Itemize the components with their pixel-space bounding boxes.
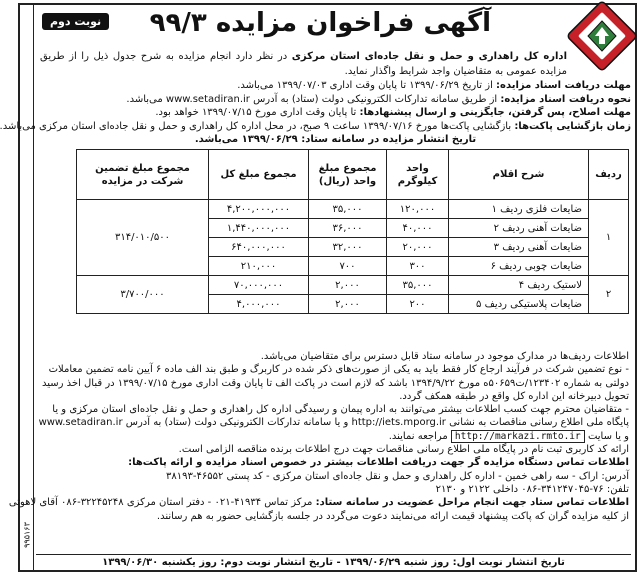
note-line: تحویل دبیرخانه این اداره کل واقع در طبقه همکف گردد. [399, 390, 629, 402]
contact-title: اطلاعات تماس دستگاه مزایده گر جهت دریافت اطلاعات بیشتر در خصوص اسناد مزایده و ارائه پاکت‌ها: [128, 457, 629, 469]
deadline-line: مهلت دریافت اسناد مزایده: از تاریخ ۱۳۹۹/۰۶/۲۹ تا پایان وقت اداری ۱۳۹۹/۰۷/۰۳ می‌باشد. [237, 80, 631, 91]
intro-paragraph [40, 49, 567, 79]
notice-page [0, 3, 637, 572]
header-total: مجموع مبلغ کل [209, 150, 309, 200]
header-row-no: ردیف [589, 150, 629, 200]
table-row: ضایعات آهنی ردیف ۳ ۲۰,۰۰۰ ۳۲,۰۰۰ ۶۴۰,۰۰۰,۰۰۰ [77, 238, 629, 257]
note-line: و یا سایت http://markazi.rmto.ir مراجعه نمایند. [388, 430, 629, 442]
notes-section [8, 350, 629, 523]
row-number: ۲ [589, 276, 629, 314]
setad-line: اطلاعات تماس ستاد جهت انجام مراحل عضویت در سامانه ستاد: مرکز تماس ۴۱۹۳۴-۰۲۱ - دفتر استان مرکزی ۳۲۲۴۵۲۴۸-۰۸۶ آقای لاهوتی [8, 497, 629, 509]
note-line: دولتی به شماره ۱۲۳۴۰۲/ت۵۰۶۵۹ه مورخ ۱۳۹۴/۹/۲۲ باشد که لازم است در پاکت الف تا پایان وقت اداری مورخ ۱۳۹۹/۰۷/۱۵ در قبال اخذ رسید [41, 377, 629, 389]
deadline-line: مهلت اصلاح، پس گرفتن، جایگزینی و ارسال پیشنهادها: تا پایان وقت اداری مورخ ۱۳۹۹/۰۷/۱۵ خواهد بود. [155, 107, 631, 118]
website-link[interactable]: http://markazi.rmto.ir [451, 430, 585, 443]
publication-dates-footer: تاریخ انتشار نوبت اول: روز شنبه ۱۳۹۹/۰۶/۲۹ - تاریخ انتشار نوبت دوم: روز یکشنبه ۱۳۹۹/۰۶/۳۰ [36, 554, 631, 570]
deadline-line: نحوه دریافت اسناد مزایده: از طریق سامانه تدارکات الکترونیکی دولت (ستاد) به آدرس www.setadiran.ir می‌باشد. [126, 93, 631, 105]
table-row: ۱ ضایعات فلزی ردیف ۱ ۱۲۰,۰۰۰ ۳۵,۰۰۰ ۴,۲۰۰,۰۰۰,۰۰۰ ۳۱۴/۰۱۰/۵۰۰ [77, 200, 629, 219]
table-row: ضایعات پلاستیکی ردیف ۵ ۲۰۰ ۲,۰۰۰ ۴,۰۰۰,۰۰۰ [77, 295, 629, 314]
guarantee-cell: ۳/۷۰۰/۰۰۰ [77, 276, 209, 314]
table-row: ۲ لاستیک ردیف ۴ ۳۵,۰۰۰ ۲,۰۰۰ ۷۰,۰۰۰,۰۰۰ ۳/۷۰۰/۰۰۰ [77, 276, 629, 295]
address-line: آدرس: اراک - سه راهی خمین - اداره کل راهداری و حمل و نقل جاده‌ای استان مرکزی - کد پستی ۴۶۵۵۲-۳۸۱۹۳ [166, 470, 629, 482]
rmto-logo-icon [573, 7, 631, 65]
header-unit: واحد کیلوگرم [387, 150, 449, 200]
row-number: ۱ [589, 200, 629, 276]
table-header-row [77, 150, 629, 200]
phone-line: تلفن: ۷۶-۳۴۱۲۴۷۰۴۵-۰۸۶ داخلی ۲۱۲۲ و ۲۱۳۰ [435, 483, 629, 495]
items-table [76, 149, 629, 314]
note-line: اطلاعات ردیف‌ها در مدارک موجود در سامانه ستاد قابل دسترس برای متقاضیان می‌باشد. [260, 351, 629, 362]
deadline-lines [0, 79, 631, 147]
invitation-line: از کلیه مزایده گران که پاکت پیشنهاد قیمت ارائه می‌نمایند دعوت می‌گردد در جلسه بازگشایی حضور به هم رسانند. [156, 510, 629, 522]
deadline-line: زمان بازگشایی پاکت‌ها: بازگشایی پاکت‌ها مورخ ۱۳۹۹/۰۷/۱۶ ساعت ۹ صبح، در محل اداره کل راهداری و حمل و نقل جاده‌ای استان مرکزی می‌باشد. [0, 120, 631, 132]
intro-rest: در نظر دارد انجام مزایده به شرح جدول ذیل را از طریق مزایده عمومی به متقاضیان واجد شرایط واگذار نماید. [40, 51, 567, 77]
note-line: ارائه کد کاربری ثبت نام در پایگاه ملی اطلاع رسانی مناقصات جهت درج اطلاعات برنده مناقصه الزامی است. [178, 444, 629, 456]
note-line: - متقاضیان محترم جهت کسب اطلاعات بیشتر می‌توانند به اداره پیمان و رسیدگی اداره کل راهداری و حمل و نقل جاده‌ای استان مرکزی و یا [52, 404, 629, 416]
round-badge: نوبت دوم [42, 13, 109, 30]
header [36, 5, 631, 45]
header-item: شرح اقلام [449, 150, 589, 200]
note-line: پایگاه ملی اطلاع رسانی مناقصات به نشانی http://iets.mporg.ir و یا سامانه تدارکات الکترونیکی دولت (ستاد) به آدرس www.setadiran.ir [38, 417, 629, 429]
header-unit-price: مجموع مبلغ واحد (ریال) [309, 150, 387, 200]
note-line: - نوع تضمین شرکت در فرآیند ارجاع کار فقط باید به یکی از صورت‌های ذکر شده در کاربرگ و طبق بند الف ماده ۶ آیین نامه تضمین معاملات [48, 364, 629, 376]
publish-date-line: تاریخ انتشار مزایده در سامانه ستاد: ۱۳۹۹/۰۶/۲۹ می‌باشد. [194, 134, 477, 145]
side-strip [20, 5, 34, 570]
header-guarantee: مجموع مبلغ تضمین شرکت در مزایده [77, 150, 209, 200]
guarantee-cell: ۳۱۴/۰۱۰/۵۰۰ [77, 200, 209, 276]
page-title: آگهی فراخوان مزایده ۹۹/۳ [149, 8, 491, 38]
side-code: ۹۹۵۱۶۳ [22, 522, 32, 548]
table-row: ضایعات چوبی ردیف ۶ ۳۰۰ ۷۰۰ ۲۱۰,۰۰۰ [77, 257, 629, 276]
intro-bold: اداره کل راهداری و حمل و نقل جاده‌ای استان مرکزی [291, 51, 567, 62]
table-row: ضایعات آهنی ردیف ۲ ۴۰,۰۰۰ ۳۶,۰۰۰ ۱,۴۴۰,۰۰۰,۰۰۰ [77, 219, 629, 238]
